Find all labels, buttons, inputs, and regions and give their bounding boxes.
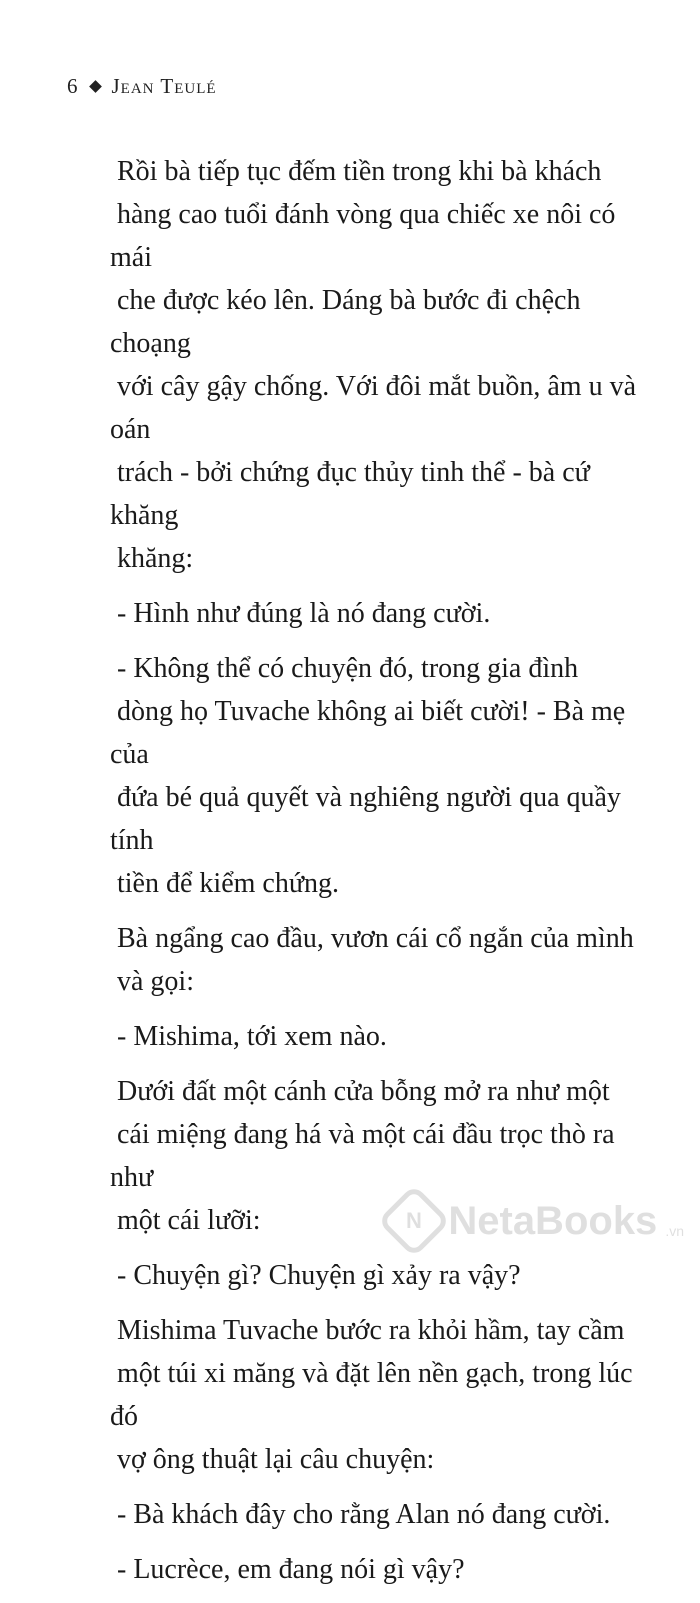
text-line: trách - bởi chứng đục thủy tinh thể - bà cứ khăng xyxy=(110,457,590,531)
text-line: tiền để kiểm chứng. xyxy=(117,868,340,899)
paragraph xyxy=(110,1254,644,1297)
paragraph xyxy=(110,1548,644,1591)
text-line: Mishima Tuvache bước ra khỏi hầm, tay cầm xyxy=(117,1315,625,1346)
page-number: 6 xyxy=(67,74,79,98)
running-header xyxy=(67,74,217,99)
watermark-logo-letter: N xyxy=(406,1207,423,1233)
text-line: một cái lưỡi: xyxy=(117,1205,261,1236)
paragraph xyxy=(110,1015,644,1058)
text-line: một túi xi măng và đặt lên nền gạch, trong lúc đó xyxy=(110,1358,633,1432)
text-line: khăng: xyxy=(117,543,194,574)
paragraph xyxy=(110,1493,644,1536)
text-line: - Lucrèce, em đang nói gì vậy? xyxy=(117,1554,465,1585)
text-line: cái miệng đang há và một cái đầu trọc thò ra như xyxy=(110,1119,615,1193)
text-line: - Mishima, tới xem nào. xyxy=(117,1021,387,1052)
text-line: vợ ông thuật lại câu chuyện: xyxy=(117,1444,435,1475)
paragraph xyxy=(110,917,644,1003)
paragraph xyxy=(110,647,644,905)
watermark-suffix: .vn xyxy=(665,1223,684,1239)
text-line: - Chuyện gì? Chuyện gì xảy ra vậy? xyxy=(117,1260,521,1291)
text-line: và gọi: xyxy=(117,966,194,997)
watermark xyxy=(388,1195,684,1247)
diamond-icon xyxy=(89,80,102,93)
text-line: hàng cao tuổi đánh vòng qua chiếc xe nôi có mái xyxy=(110,199,616,273)
text-line: - Bà khách đây cho rằng Alan nó đang cười. xyxy=(117,1499,611,1530)
text-line: che được kéo lên. Dáng bà bước đi chệch choạng xyxy=(110,285,581,359)
text-line: - Không thể có chuyện đó, trong gia đình xyxy=(117,653,579,684)
author-name: Jean Teulé xyxy=(111,74,217,98)
text-line: - Hình như đúng là nó đang cười. xyxy=(117,598,491,629)
watermark-text: NetaBooks xyxy=(448,1198,658,1243)
text-line: đứa bé quả quyết và nghiêng người qua quầy tính xyxy=(110,782,621,856)
paragraph xyxy=(110,1309,644,1481)
netabooks-logo-icon xyxy=(378,1184,452,1258)
text-line: Rồi bà tiếp tục đếm tiền trong khi bà khách xyxy=(117,156,602,187)
text-line: dòng họ Tuvache không ai biết cười! - Bà mẹ của xyxy=(110,696,626,770)
text-line: Dưới đất một cánh cửa bỗng mở ra như một xyxy=(117,1076,610,1107)
text-line: với cây gậy chống. Với đôi mắt buồn, âm u và oán xyxy=(110,371,636,445)
text-line: Bà ngẩng cao đầu, vươn cái cổ ngắn của mình xyxy=(117,923,634,954)
paragraph xyxy=(110,150,644,580)
paragraph xyxy=(110,592,644,635)
body-text xyxy=(110,150,644,1603)
